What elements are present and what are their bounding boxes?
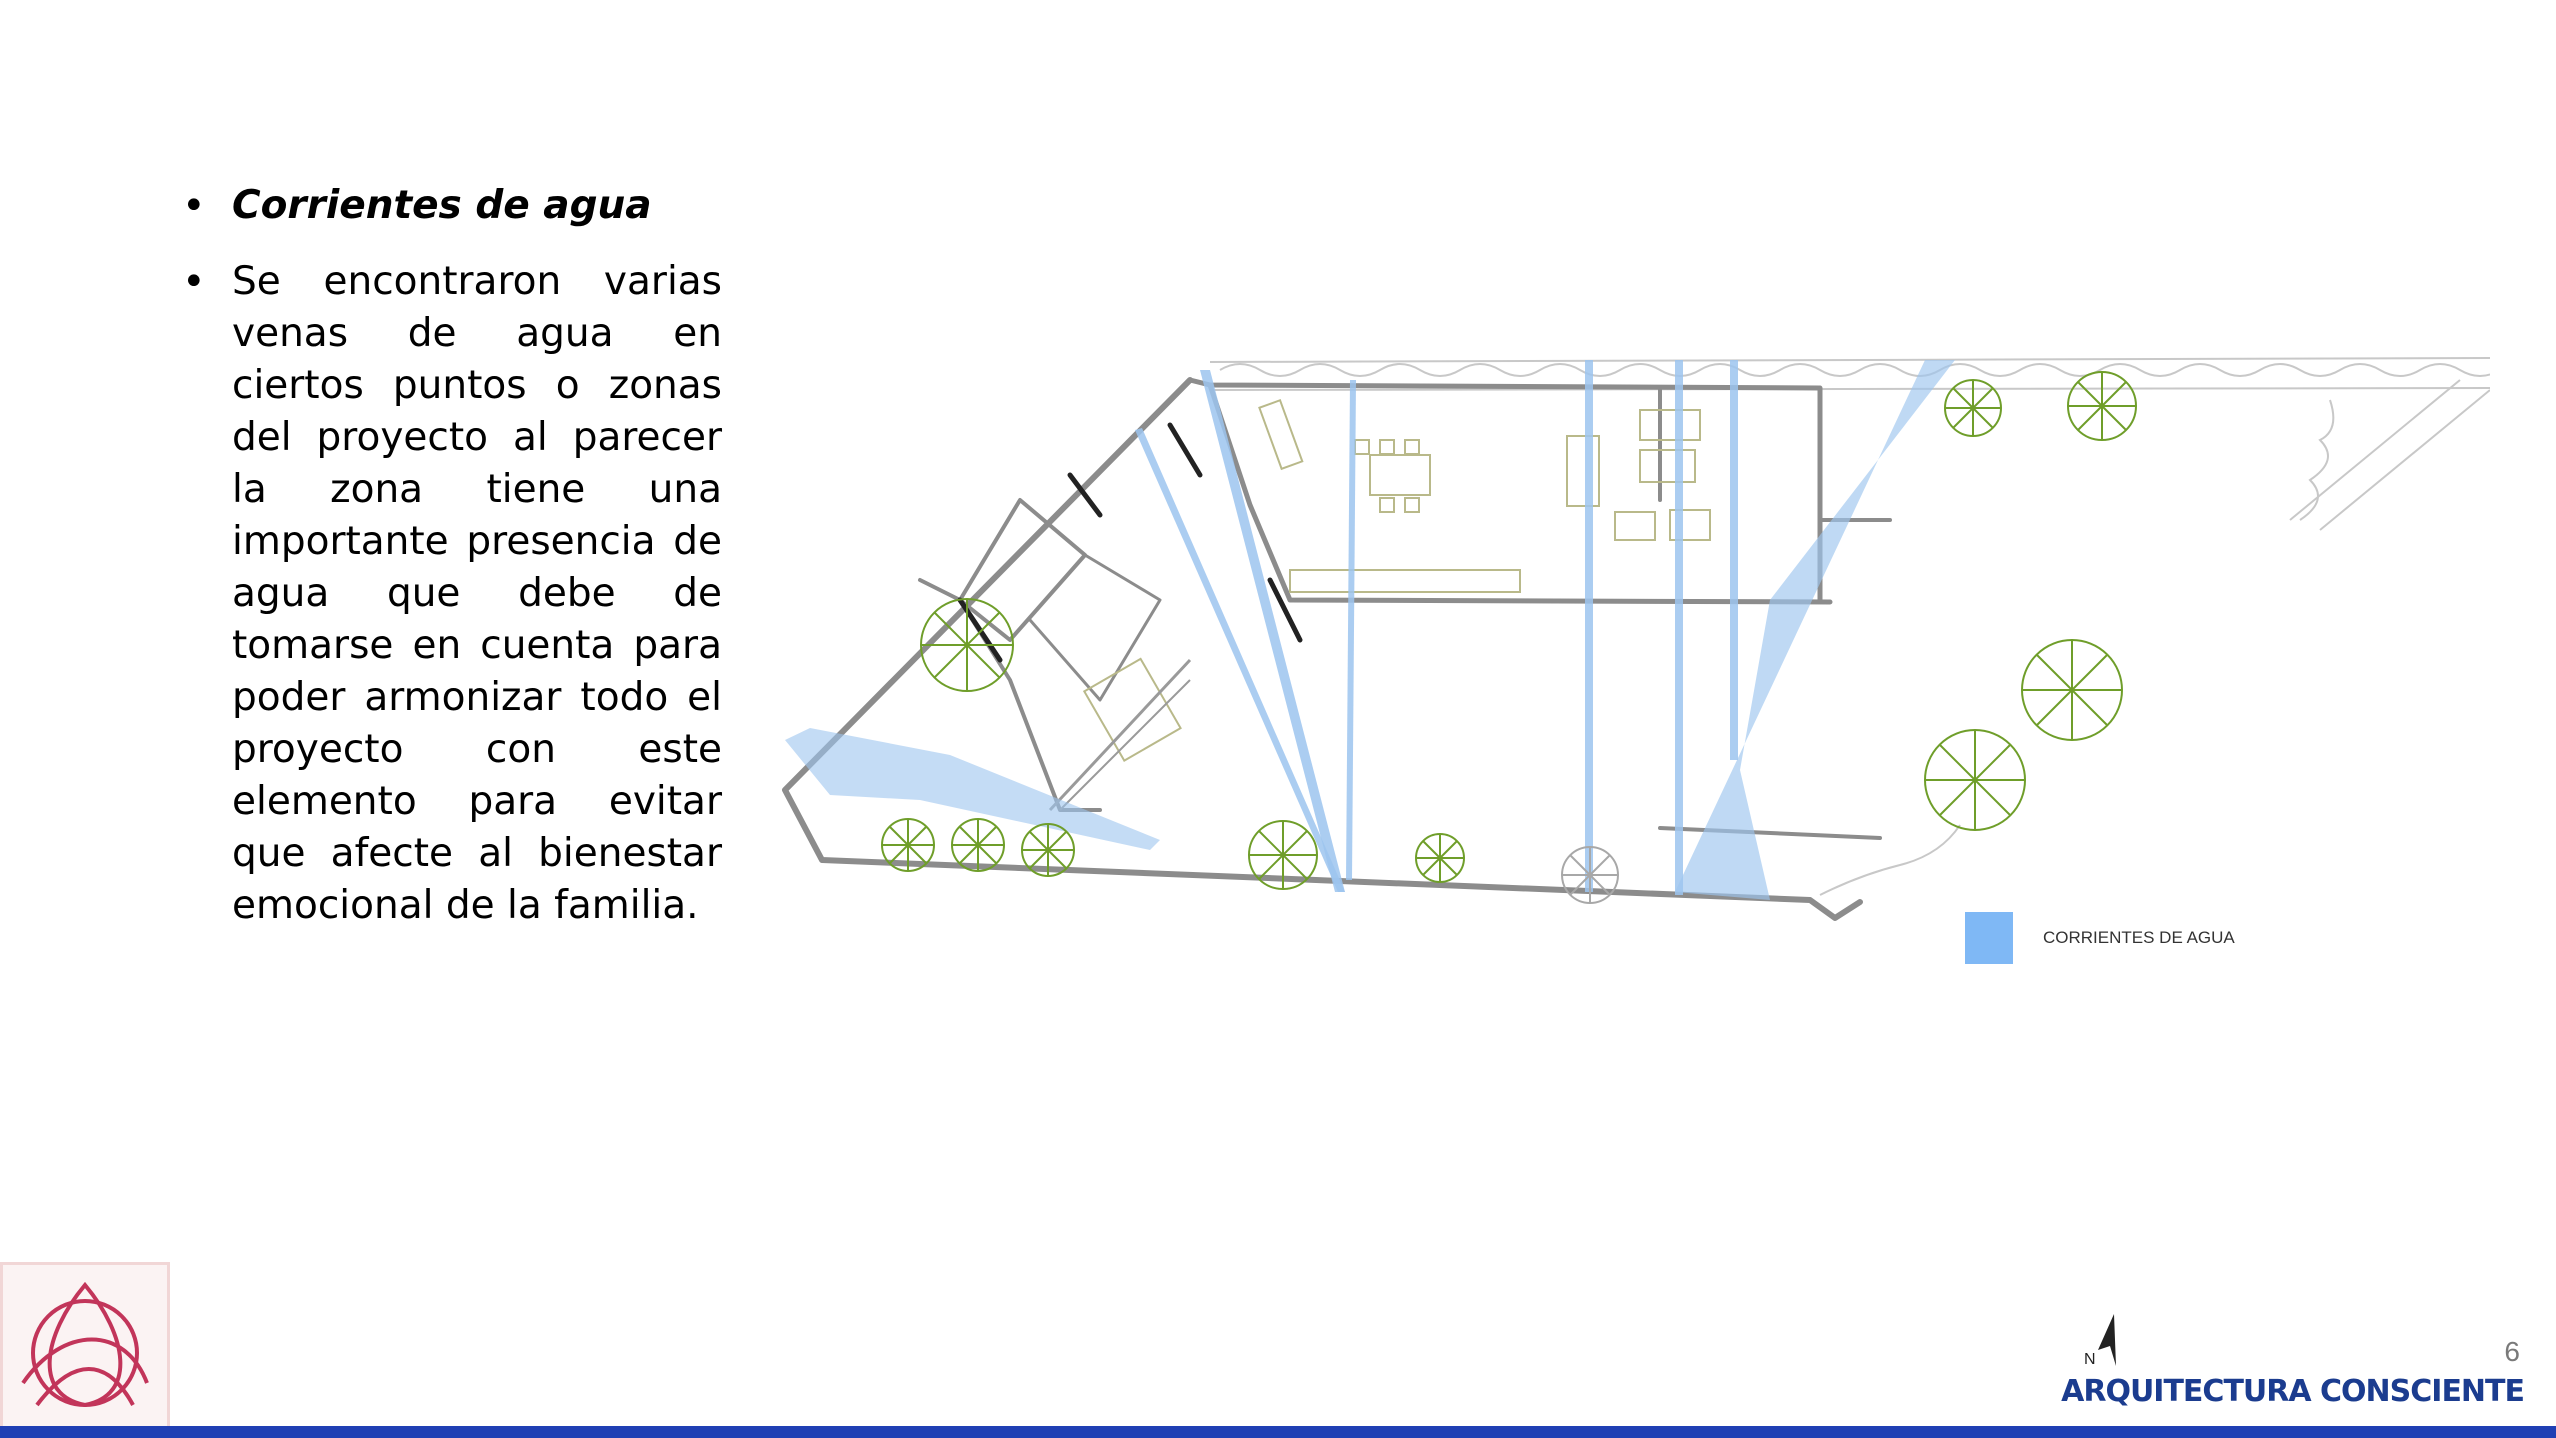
body-paragraph: Se encontraron varias venas de agua en ciertos puntos o zonas del proyecto al parecer la zona tiene una importante presencia de agua que debe de tomarse en cuenta para poder armonizar todo el proyecto con este elemento para evitar que afecte al bienestar emocional de la familia.: [232, 259, 722, 928]
interior-wall-4: [1660, 828, 1880, 838]
page-number: 6: [2504, 1336, 2520, 1367]
tree-icon: [882, 819, 934, 871]
water-current: [1675, 360, 1955, 900]
bed: [1084, 659, 1180, 761]
section-heading: Corrientes de agua: [232, 183, 652, 228]
tree-icon: [1416, 834, 1464, 882]
water-current: [785, 728, 1160, 850]
armchair: [1640, 450, 1695, 482]
bullet-body: [182, 256, 722, 932]
svg-text:N: N: [2084, 1351, 2096, 1368]
brand-name: ARQUITECTURA CONSCIENTE: [2061, 1374, 2524, 1409]
water-current: [1675, 360, 1683, 895]
footer-bar: [0, 1426, 2556, 1438]
tree-icon: [2068, 372, 2136, 440]
legend-label: CORRIENTES DE AGUA: [2043, 928, 2235, 947]
tree-icon: [1249, 821, 1317, 889]
sofa-2: [1640, 410, 1700, 440]
bullet-dot: •: [182, 259, 206, 305]
water-current: [1730, 360, 1738, 760]
water-current: [1200, 370, 1345, 892]
furniture: [1084, 400, 1710, 760]
tree-icon: [1022, 824, 1074, 876]
stair-wall: [960, 500, 1085, 640]
chair: [1355, 440, 1369, 454]
armchair-2: [1615, 512, 1655, 540]
chair: [1405, 498, 1419, 512]
counter: [1290, 570, 1520, 592]
tree-icon: [952, 819, 1004, 871]
sofa: [1567, 436, 1599, 506]
floor-plan-drawing: [770, 340, 2490, 980]
chair: [1405, 440, 1419, 454]
dining-table: [1370, 455, 1430, 495]
stair-wall-2: [1030, 555, 1160, 700]
bullet-heading: [182, 180, 722, 232]
tree-icon: [2022, 640, 2122, 740]
triquetra-logo-icon: [0, 1262, 170, 1432]
tree-icon: [1945, 380, 2001, 436]
tree-icon: [1562, 847, 1618, 903]
tree-icon: [1925, 730, 2025, 830]
stone-border: [1210, 358, 2490, 895]
water-current: [1346, 380, 1356, 880]
black-wall-3: [1170, 425, 1200, 475]
legend-swatch: [1965, 912, 2013, 964]
chair: [1380, 498, 1394, 512]
slide-content: [182, 180, 722, 956]
bullet-dot: •: [182, 183, 206, 229]
desk: [1259, 400, 1302, 469]
tree-icon: [921, 599, 1013, 691]
water-current: [1585, 360, 1593, 892]
chair: [1380, 440, 1394, 454]
